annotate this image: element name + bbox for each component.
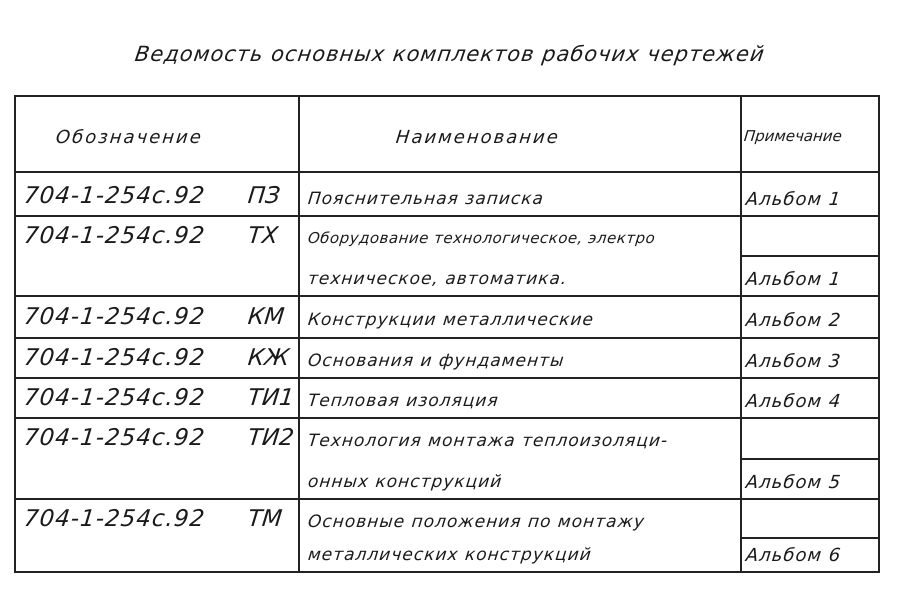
row-mark: ТИ2 xyxy=(246,425,296,451)
row-name: Конструкции металлические xyxy=(306,310,596,330)
row-divider xyxy=(740,458,878,460)
row-note: Альбом 2 xyxy=(744,310,843,331)
row-note: Альбом 5 xyxy=(744,472,843,493)
row-divider xyxy=(740,255,878,257)
row-name: Пояснительная записка xyxy=(306,189,546,209)
row-name: онных конструкций xyxy=(306,472,504,492)
row-name: металлических конструкций xyxy=(306,545,593,565)
header-designation: Обозначение xyxy=(54,127,205,148)
header-divider xyxy=(16,171,878,173)
row-name: Основания и фундаменты xyxy=(306,351,566,371)
row-note: Альбом 1 xyxy=(744,269,843,290)
row-note: Альбом 6 xyxy=(744,545,843,566)
row-note: Альбом 3 xyxy=(744,351,843,372)
row-code: 704-1-254с.92 xyxy=(22,425,207,451)
row-name: Технология монтажа теплоизоляци- xyxy=(306,431,670,451)
row-mark: ТИ1 xyxy=(246,385,296,411)
row-divider xyxy=(16,337,878,339)
row-name: Оборудование технологическое, электро xyxy=(307,229,657,247)
row-mark: ПЗ xyxy=(246,183,282,209)
row-code: 704-1-254с.92 xyxy=(22,506,207,532)
row-note: Альбом 1 xyxy=(744,189,843,210)
row-name: техническое, автоматика. xyxy=(306,269,569,289)
row-code: 704-1-254с.92 xyxy=(22,183,207,209)
row-divider xyxy=(16,498,878,500)
row-mark: КЖ xyxy=(246,345,291,371)
row-divider xyxy=(16,417,878,419)
row-divider xyxy=(16,377,878,379)
row-note: Альбом 4 xyxy=(744,391,843,412)
row-code: 704-1-254с.92 xyxy=(22,304,207,330)
row-code: 704-1-254с.92 xyxy=(22,385,207,411)
row-mark: КМ xyxy=(246,304,286,330)
documents-table xyxy=(14,95,880,573)
row-mark: ТМ xyxy=(246,506,284,532)
row-divider xyxy=(740,537,878,539)
row-code: 704-1-254с.92 xyxy=(22,345,207,371)
header-name: Наименование xyxy=(394,127,561,148)
row-name: Тепловая изоляция xyxy=(306,391,500,411)
document-title: Ведомость основных комплектов рабочих чертежей xyxy=(133,42,767,66)
row-mark: ТХ xyxy=(246,223,280,249)
row-divider xyxy=(16,215,878,217)
row-name: Основные положения по монтажу xyxy=(306,512,647,532)
row-divider xyxy=(16,295,878,297)
header-note: Примечание xyxy=(743,127,843,145)
row-code: 704-1-254с.92 xyxy=(22,223,207,249)
